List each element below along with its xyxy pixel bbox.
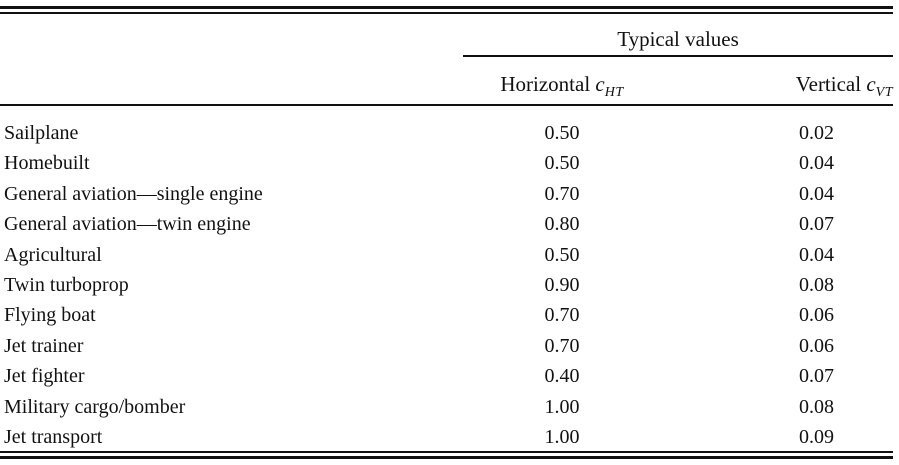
- table-row: [0, 392, 893, 422]
- table-row: [0, 300, 893, 330]
- row-horizontal-value: 0.50: [544, 243, 580, 266]
- row-aircraft-type: Sailplane: [4, 122, 79, 144]
- row-horizontal-value: 0.80: [544, 213, 580, 236]
- bottom-rule: [0, 456, 893, 459]
- row-aircraft-type: Jet transport: [4, 425, 103, 448]
- table-row: [0, 209, 893, 239]
- row-vertical-value: 0.06: [799, 334, 834, 357]
- group-header: Typical values: [617, 27, 739, 51]
- row-vertical-value: 0.02: [799, 122, 834, 144]
- row-horizontal-value: 1.00: [544, 395, 580, 418]
- column-header-horizontal-label: Horizontal: [500, 72, 596, 96]
- top-rule: [0, 6, 893, 9]
- row-aircraft-type: Military cargo/bomber: [4, 395, 186, 418]
- row-aircraft-type: Jet fighter: [4, 365, 85, 388]
- row-vertical-value: 0.07: [799, 213, 834, 236]
- row-horizontal-value: 0.50: [544, 152, 580, 175]
- row-horizontal-value: 0.70: [544, 182, 580, 205]
- column-header-vertical: [735, 72, 893, 100]
- row-horizontal-value: 0.40: [544, 365, 580, 388]
- row-vertical-value: 0.08: [799, 395, 834, 418]
- row-horizontal-value: 0.70: [544, 304, 580, 327]
- bottom-rule-inner: [0, 451, 893, 453]
- row-aircraft-type: Agricultural: [4, 243, 102, 266]
- row-aircraft-type: Twin turboprop: [4, 273, 129, 296]
- row-aircraft-type: Homebuilt: [4, 152, 90, 175]
- column-header-horizontal-subscript: HT: [604, 85, 624, 100]
- table-row: [0, 179, 893, 209]
- column-header-vertical-symbol: c: [866, 72, 876, 96]
- row-aircraft-type: Jet trainer: [4, 334, 84, 357]
- table-body: [0, 118, 893, 452]
- row-vertical-value: 0.04: [799, 182, 834, 205]
- row-vertical-value: 0.06: [799, 304, 834, 327]
- row-aircraft-type: General aviation—single engine: [4, 182, 263, 205]
- row-horizontal-value: 1.00: [544, 425, 580, 448]
- row-horizontal-value: 0.90: [544, 273, 580, 296]
- column-header-horizontal-symbol: c: [595, 72, 605, 96]
- header-rule: [0, 104, 893, 106]
- row-horizontal-value: 0.50: [544, 122, 580, 144]
- row-vertical-value: 0.08: [799, 273, 834, 296]
- group-header-underline: [463, 55, 893, 57]
- table-row: [0, 118, 893, 148]
- row-aircraft-type: Flying boat: [4, 304, 96, 327]
- top-rule-inner: [0, 12, 893, 14]
- row-aircraft-type: General aviation—twin engine: [4, 213, 251, 236]
- table-row: [0, 148, 893, 178]
- row-vertical-value: 0.07: [799, 365, 834, 388]
- row-vertical-value: 0.09: [799, 425, 834, 448]
- column-header-vertical-subscript: VT: [875, 85, 893, 100]
- row-vertical-value: 0.04: [799, 243, 834, 266]
- column-header-horizontal: [463, 72, 661, 100]
- table-row: [0, 361, 893, 391]
- table-row: [0, 270, 893, 300]
- table-row: [0, 331, 893, 361]
- row-horizontal-value: 0.70: [544, 334, 580, 357]
- column-header-vertical-label: Vertical: [795, 72, 867, 96]
- table-row: [0, 422, 893, 452]
- row-vertical-value: 0.04: [799, 152, 834, 175]
- table-row: [0, 240, 893, 270]
